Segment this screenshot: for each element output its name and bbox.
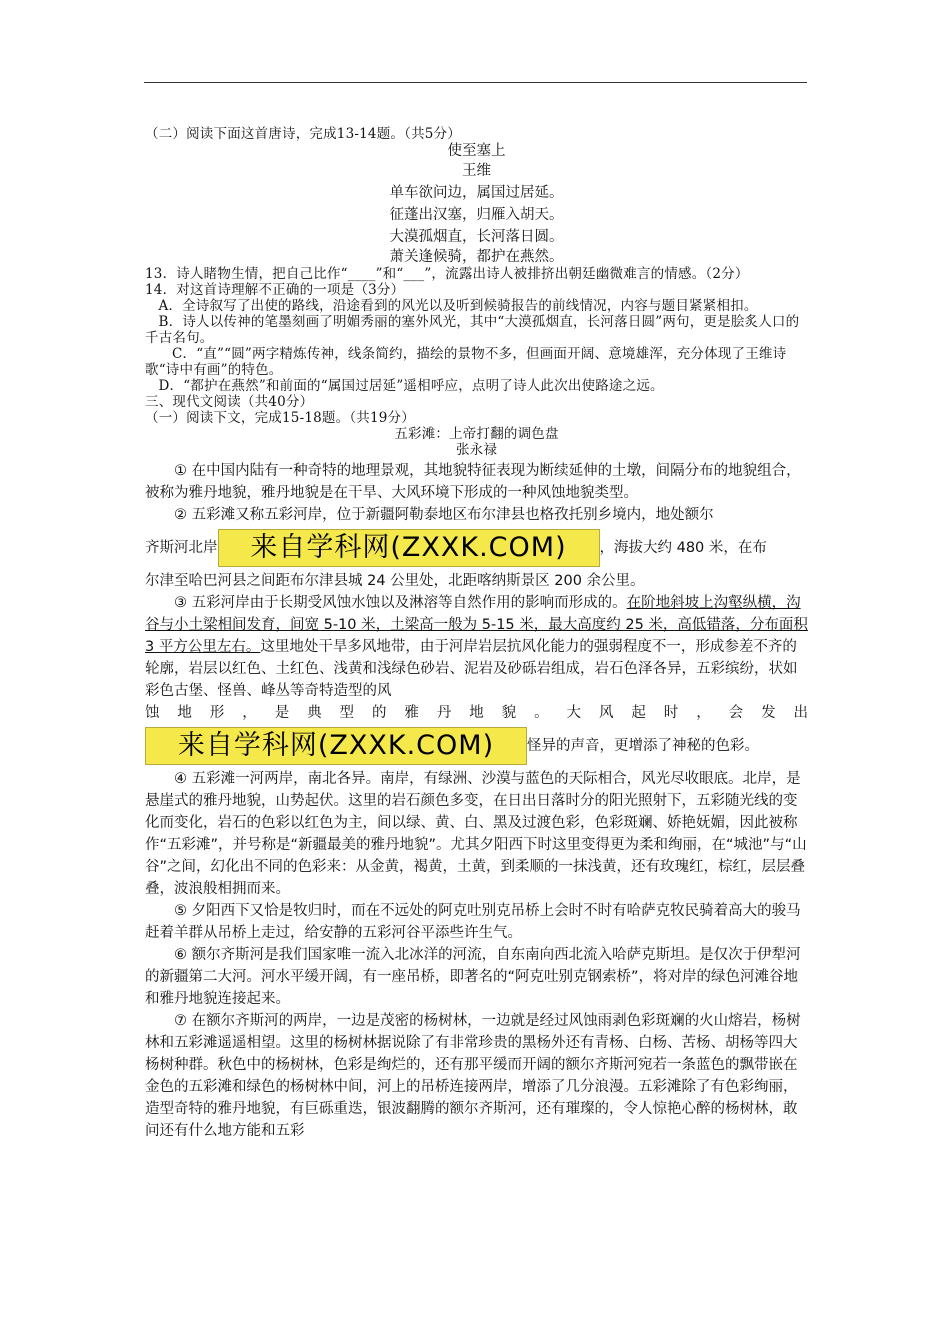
paragraph-3-justified-line: 蚀地形，是典型的雅丹地貌。大风起时，会发出 xyxy=(145,705,808,721)
paragraph-2-watermark-line xyxy=(145,529,808,567)
paragraph-1: ① 在中国内陆有一种奇特的地理景观，其地貌特征表现为断续延伸的土墩，间隔分布的地貌组合，被称为雅丹地貌，雅丹地貌是在干旱、大风环境下形成的一种风蚀地貌类型。 xyxy=(145,463,801,501)
paragraph-5: ⑤ 夕阳西下又恰是牧归时，而在不远处的阿克吐别克吊桥上会时不时有哈萨克牧民骑着高大的骏马赶着羊群从吊桥上走过，给安静的五彩河谷平添些许生气。 xyxy=(145,903,801,941)
poem-line: 大漠孤烟直，长河落日圆。 xyxy=(389,229,564,245)
sub1-heading: （一）阅读下文，完成15-18题。（共19分） xyxy=(145,410,415,426)
watermark-banner: 来自学科网(ZXXK.COM) xyxy=(145,727,527,765)
poem-line: 萧关逢候骑，都护在燕然。 xyxy=(389,249,564,265)
paragraph-2-end: 尔津至哈巴河县之间距布尔津县城 24 公里处，北距喀纳斯景区 200 余公里。 xyxy=(145,573,645,589)
poem-title: 使至塞上 xyxy=(447,143,506,159)
paragraph-3-watermark-line xyxy=(145,727,808,765)
paragraph-6: ⑥ 额尔齐斯河是我们国家唯一流入北冰洋的河流，自东南向西北流入哈萨克斯坦。是仅次于伊犁河的新疆第二大河。河水平缓开阔，有一座吊桥，即著名的“阿克吐别克钢索桥”，将对岸的绿色河滩谷地和雅丹地貌连接起来。 xyxy=(145,947,801,1007)
poem-author: 王维 xyxy=(462,163,491,179)
poem-line: 单车欲问边，属国过居延。 xyxy=(389,185,564,201)
paragraph-2-line-start: 齐斯河北岸 xyxy=(145,540,218,556)
paragraph-3 xyxy=(145,592,808,702)
option-c: C．“直”“圆”两字精炼传神，线条简约，描绘的景物不多，但画面开阔、意境雄浑，充分体现了王维诗歌“诗中有画”的特色。 xyxy=(145,346,787,378)
question-14-stem: 14．对这首诗理解不正确的一项是（3分） xyxy=(145,282,405,298)
paragraph-3-rest: 这里地处干旱多风地带，由于河岸岩层抗风化能力的强弱程度不一，形成参差不齐的轮廓，岩层以红色、土红色、浅黄和浅绿色砂岩、泥岩及砂砾岩组成，岩石色泽各异，五彩缤纷，状如彩色古堡、怪兽、峰丛等奇特造型的风 xyxy=(145,639,798,699)
paragraph-2-line-end: ，海拔大约 480 米，在布 xyxy=(599,540,767,556)
section2-heading: （二）阅读下面这首唐诗，完成13-14题。（共5分） xyxy=(145,126,461,142)
paragraph-3-end: 怪异的声音，更增添了神秘的色彩。 xyxy=(527,738,759,754)
option-d: D．“都护在燕然”和前面的“属国过居延”遥相呼应，点明了诗人此次出使路途之远。 xyxy=(158,378,664,394)
option-a: A．全诗叙写了出使的路线，沿途看到的风光以及听到候骑报告的前线情况，内容与题目紧紧相扣。 xyxy=(158,298,758,314)
paragraph-3-underlined: 在阶地斜坡上沟壑纵横，沟谷与小土梁相间发育，间宽 5-10 米，土梁高一般为 5-15 米，最大高度约 25 米，高低错落，分布面积 3 平方公里左右。 xyxy=(145,595,808,655)
section3-heading: 三、现代文阅读（共40分） xyxy=(145,394,314,410)
paragraph-4: ④ 五彩滩一河两岸，南北各异。南岸，有绿洲、沙漠与蓝色的天际相合，风光尽收眼底。北岸，是悬崖式的雅丹地貌，山势起伏。这里的岩石颜色多变，在日出日落时分的阳光照射下，五彩随光线的变化而变化，岩石的色彩以红色为主，间以绿、黄、白、黑及过渡色彩，色彩斑斓、娇艳妩媚，因此被称作“五彩滩”，并号称是“新疆最美的雅丹地貌”。尤其夕阳西下时这里变得更为柔和绚丽，在“城池”与“山谷”之间，幻化出不同的色彩来：从金黄，褐黄，土黄，到柔顺的一抹浅黄，还有玫瑰红，棕红，层层叠叠，波浪般相拥而来。 xyxy=(145,771,807,897)
paragraph-7: ⑦ 在额尔齐斯河的两岸，一边是茂密的杨树林，一边就是经过风蚀雨剥色彩斑斓的火山熔岩，杨树林和五彩滩遥遥相望。这里的杨树林据说除了有非常珍贵的黑杨外还有青杨、白杨、苦杨、胡杨等四大杨树种群。秋色中的杨树林，色彩是绚烂的，还有那平缓而开阔的额尔齐斯河宛若一条蓝色的飘带嵌在金色的五彩滩和绿色的杨树林中间，河上的吊桥连接两岸，增添了几分浪漫。五彩滩除了有色彩绚丽，造型奇特的雅丹地貌，有巨砾重迭，银波翻腾的额尔齐斯河，还有璀璨的，令人惊艳心醉的杨树林，敢问还有什么地方能和五彩 xyxy=(145,1013,801,1139)
question-13: 13．诗人睹物生情，把自己比作“____”和“___”，流露出诗人被排挤出朝廷幽微难言的情感。（2分） xyxy=(145,266,749,282)
poem xyxy=(145,142,808,266)
paragraph-2-start: ② 五彩滩又称五彩河岸，位于新疆阿勒泰地区布尔津县也格孜托别乡境内，地处额尔 xyxy=(174,507,714,523)
article-author: 张永禄 xyxy=(455,442,498,458)
option-b: B．诗人以传神的笔墨刻画了明媚秀丽的塞外风光，其中“大漠孤烟直，长河落日圆”两句，更是脍炙人口的千古名句。 xyxy=(145,314,800,346)
watermark-banner: 来自学科网(ZXXK.COM) xyxy=(218,529,600,567)
article-title: 五彩滩：上帝打翻的调色盘 xyxy=(394,426,559,442)
header-rule xyxy=(144,82,807,83)
paragraph-3-start: ③ 五彩河岸由于长期受风蚀水蚀以及淋溶等自然作用的影响而形成的。 xyxy=(174,595,627,611)
poem-line: 征蓬出汉塞，归雁入胡天。 xyxy=(389,207,564,223)
document-body xyxy=(145,120,808,1142)
article-body xyxy=(145,460,808,1142)
